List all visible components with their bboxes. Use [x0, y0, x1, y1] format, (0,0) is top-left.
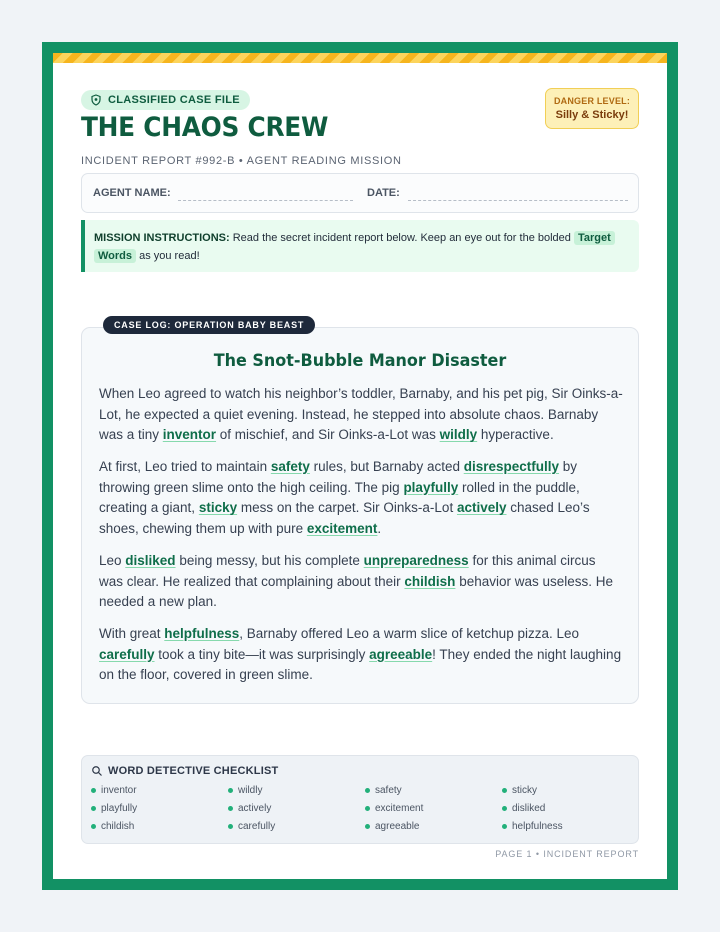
target-word: disliked — [125, 553, 176, 568]
hazard-stripe — [53, 53, 667, 63]
story-text: for this animal circus was clear. He realized that complaining about their — [99, 553, 596, 589]
target-word: unpreparedness — [363, 553, 469, 568]
worksheet-paper — [53, 53, 667, 879]
target-word: carefully — [99, 646, 155, 662]
checklist-word: wildly — [238, 785, 263, 796]
bullet-dot-icon — [365, 806, 370, 811]
story-text: , Barnaby offered Leo a warm slice of ketchup pizza. Leo — [239, 626, 579, 641]
checklist-item[interactable] — [365, 785, 402, 796]
checklist-word: sticky — [512, 785, 537, 796]
page-frame — [42, 42, 678, 890]
bullet-dot-icon — [365, 824, 370, 829]
story-text: behavior was useless. He needed a new plan. — [99, 573, 614, 610]
checklist-header — [91, 765, 278, 777]
danger-level-box — [545, 88, 639, 129]
bullet-dot-icon — [91, 788, 96, 793]
checklist-item[interactable] — [502, 803, 545, 814]
checklist-item[interactable] — [502, 821, 563, 832]
bullet-dot-icon — [502, 824, 507, 829]
checklist-word: disliked — [512, 803, 546, 814]
classified-badge — [81, 90, 250, 110]
story-text: being messy, but his complete — [175, 553, 364, 568]
story-paragraph-1 — [99, 384, 623, 446]
story-paragraph-3 — [99, 551, 623, 613]
checklist-item[interactable] — [91, 785, 137, 796]
checklist-item[interactable] — [502, 785, 537, 796]
checklist-word: playfully — [101, 803, 138, 814]
target-word: playfully — [403, 479, 459, 495]
bullet-dot-icon — [228, 788, 233, 793]
story-text: ! They ended the night laughing on the floor, covered in green slime. — [99, 646, 622, 683]
target-word: agreeable — [369, 646, 433, 662]
story-paragraph-2 — [99, 457, 623, 540]
bullet-dot-icon — [502, 788, 507, 793]
checklist-item[interactable] — [91, 803, 137, 814]
search-icon — [91, 765, 103, 777]
story-text: Leo — [99, 553, 126, 568]
date-line[interactable] — [408, 200, 628, 201]
checklist-word: excitement — [375, 803, 424, 814]
mission-instructions — [81, 220, 639, 272]
agent-name-line[interactable] — [178, 200, 353, 201]
page-footer: PAGE 1 • INCIDENT REPORT — [495, 849, 639, 859]
checklist-item[interactable] — [365, 803, 423, 814]
target-word: safety — [270, 459, 310, 474]
bullet-dot-icon — [91, 824, 96, 829]
danger-level-label: DANGER LEVEL: — [553, 96, 631, 106]
story-text: At first, Leo tried to maintain — [99, 459, 271, 474]
bullet-dot-icon — [228, 806, 233, 811]
checklist-word: helpfulness — [512, 821, 563, 832]
story-text: rules, but Barnaby acted — [309, 459, 464, 474]
checklist-item[interactable] — [228, 803, 271, 814]
checklist-title: WORD DETECTIVE CHECKLIST — [108, 765, 279, 777]
mission-label: MISSION INSTRUCTIONS: — [94, 232, 230, 244]
story-text: of mischief, and Sir Oinks-a-Lot was — [216, 427, 440, 443]
story-text: by throwing green slime onto the high ceiling. The pig — [99, 459, 578, 495]
story-text: mess on the carpet. Sir Oinks-a-Lot — [237, 500, 457, 516]
target-word: excitement — [306, 521, 378, 537]
shield-icon — [90, 94, 102, 106]
checklist-item[interactable] — [365, 821, 419, 832]
page-title: THE CHAOS CREW — [81, 112, 329, 143]
agent-name-label: AGENT NAME: — [93, 187, 171, 199]
target-word: disrespectfully — [463, 459, 560, 474]
target-highlight-2: Words — [94, 249, 136, 263]
checklist-item[interactable] — [91, 821, 134, 832]
page-subtitle: INCIDENT REPORT #992-B • AGENT READING MISSION — [81, 155, 402, 167]
case-log-tag: CASE LOG: OPERATION BABY BEAST — [103, 316, 315, 334]
date-label: DATE: — [367, 187, 400, 199]
mission-text-before: Read the secret incident report below. Keep an eye out for the bolded — [229, 232, 574, 244]
checklist-item[interactable] — [228, 785, 262, 796]
story-text: When Leo agreed to watch his neighbor’s toddler, Barnaby, and his pet pig, Sir Oinks-a-Lot, he expected a quiet evening. Instead, he stepped into absolute chaos. Barnaby was a tiny — [99, 386, 623, 443]
target-word: sticky — [198, 500, 238, 516]
story-text: rolled in the puddle, creating a giant, — [99, 479, 580, 516]
story-text: chased Leo’s shoes, chewing them up with pure — [99, 500, 590, 537]
danger-level-value: Silly & Sticky! — [555, 109, 629, 121]
checklist-word: safety — [375, 785, 402, 796]
checklist-word: childish — [101, 821, 135, 832]
checklist-word: carefully — [238, 821, 276, 832]
badge-label: CLASSIFIED CASE FILE — [108, 94, 240, 106]
target-highlight-1: Target — [574, 231, 615, 245]
target-word: inventor — [162, 427, 217, 443]
story-paragraph-4 — [99, 624, 623, 686]
target-word: wildly — [439, 427, 478, 443]
story-title: The Snot-Bubble Manor Disaster — [213, 351, 507, 371]
bullet-dot-icon — [228, 824, 233, 829]
story-text: With great — [99, 626, 165, 641]
mission-text-after: as you read! — [136, 250, 200, 262]
checklist-word: inventor — [101, 785, 137, 796]
story-text: hyperactive. — [477, 427, 554, 443]
target-word: childish — [404, 573, 456, 589]
checklist-word: agreeable — [375, 821, 420, 832]
checklist-word: actively — [238, 803, 272, 814]
bullet-dot-icon — [502, 806, 507, 811]
story-text: . — [377, 521, 382, 537]
bullet-dot-icon — [91, 806, 96, 811]
checklist-item[interactable] — [228, 821, 275, 832]
story-text: took a tiny bite—it was surprisingly — [154, 646, 370, 662]
target-word: helpfulness — [164, 626, 240, 641]
target-word: actively — [456, 500, 507, 516]
agent-info-box — [81, 173, 639, 213]
bullet-dot-icon — [365, 788, 370, 793]
word-checklist — [81, 755, 639, 844]
